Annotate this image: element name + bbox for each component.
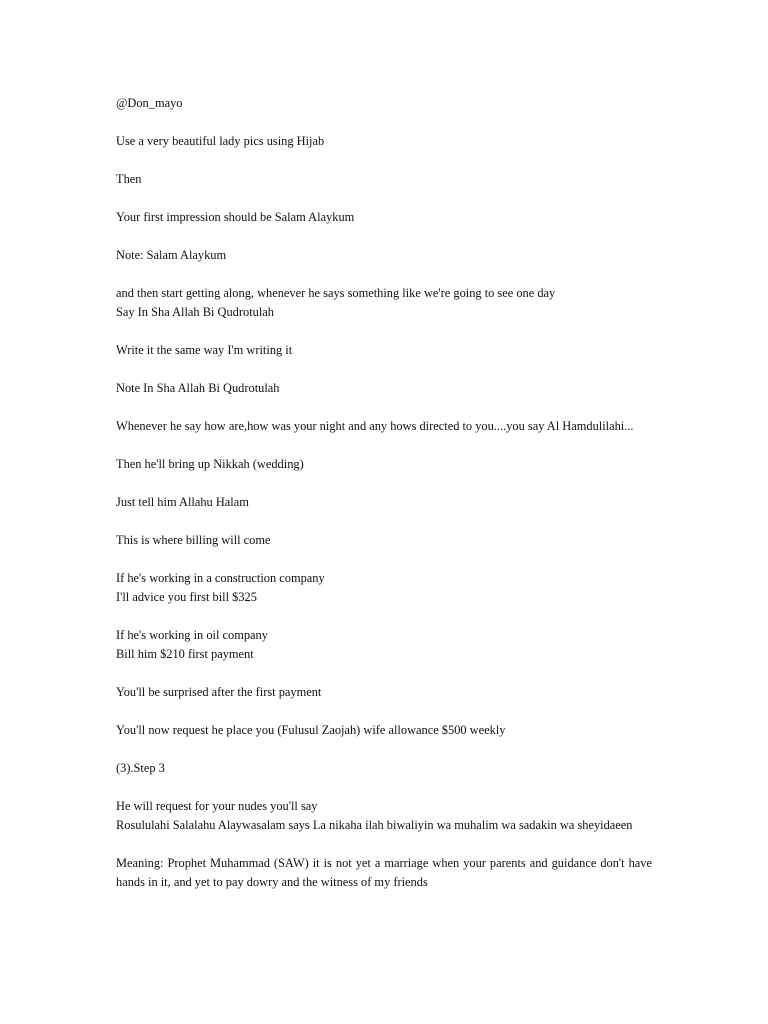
paragraph-7 <box>116 379 652 398</box>
paragraph-line: Then <box>116 172 142 186</box>
paragraph-line: Whenever he say how are,how was your night and any hows directed to you....you say Al Hamdulilahi... <box>116 419 634 433</box>
paragraph-line: Note In Sha Allah Bi Qudrotulah <box>116 381 280 395</box>
author-handle-text: @Don_mayo <box>116 96 183 110</box>
paragraph-line: and then start getting along, whenever he says something like we're going to see one day <box>116 286 556 300</box>
paragraph-17 <box>116 797 652 835</box>
paragraph-line: Then he'll bring up Nikkah (wedding) <box>116 457 304 471</box>
paragraph-line: Use a very beautiful lady pics using Hijab <box>116 134 325 148</box>
paragraph-13 <box>116 626 652 664</box>
author-handle <box>116 94 652 113</box>
paragraph-3 <box>116 208 652 227</box>
paragraph-15 <box>116 721 652 740</box>
paragraph-line: If he's working in oil company <box>116 628 268 642</box>
paragraph-1 <box>116 132 652 151</box>
paragraph-18 <box>116 854 652 892</box>
paragraph-8 <box>116 417 652 436</box>
paragraph-12 <box>116 569 652 607</box>
paragraph-line: Just tell him Allahu Halam <box>116 495 249 509</box>
paragraph-2 <box>116 170 652 189</box>
paragraph-line: Rosululahi Salalahu Alaywasalam says La nikaha ilah biwaliyin wa muhalim wa sadakin wa sheyidaeen <box>116 818 633 832</box>
paragraph-4 <box>116 246 652 265</box>
paragraph-line: Note: Salam Alaykum <box>116 248 227 262</box>
paragraph-line: Say In Sha Allah Bi Qudrotulah <box>116 305 274 319</box>
paragraph-line: I'll advice you first bill $325 <box>116 590 257 604</box>
paragraph-line: Bill him $210 first payment <box>116 647 254 661</box>
paragraph-16 <box>116 759 652 778</box>
paragraph-line: Your first impression should be Salam Alaykum <box>116 210 355 224</box>
document-page <box>116 94 652 911</box>
paragraph-14 <box>116 683 652 702</box>
paragraph-6 <box>116 341 652 360</box>
paragraph-9 <box>116 455 652 474</box>
paragraph-line: Write it the same way I'm writing it <box>116 343 293 357</box>
paragraph-line: If he's working in a construction company <box>116 571 325 585</box>
paragraph-10 <box>116 493 652 512</box>
paragraph-line: (3).Step 3 <box>116 761 165 775</box>
paragraph-5 <box>116 284 652 322</box>
paragraph-line: This is where billing will come <box>116 533 271 547</box>
paragraph-line: He will request for your nudes you'll say <box>116 799 318 813</box>
paragraph-line: You'll now request he place you (Fulusul Zaojah) wife allowance $500 weekly <box>116 723 506 737</box>
paragraph-11 <box>116 531 652 550</box>
paragraph-line: Meaning: Prophet Muhammad (SAW) it is not yet a marriage when your parents and guidance don't have hands in it, and yet to pay dowry and the witness of my friends <box>116 856 652 889</box>
paragraph-line: You'll be surprised after the first payment <box>116 685 322 699</box>
